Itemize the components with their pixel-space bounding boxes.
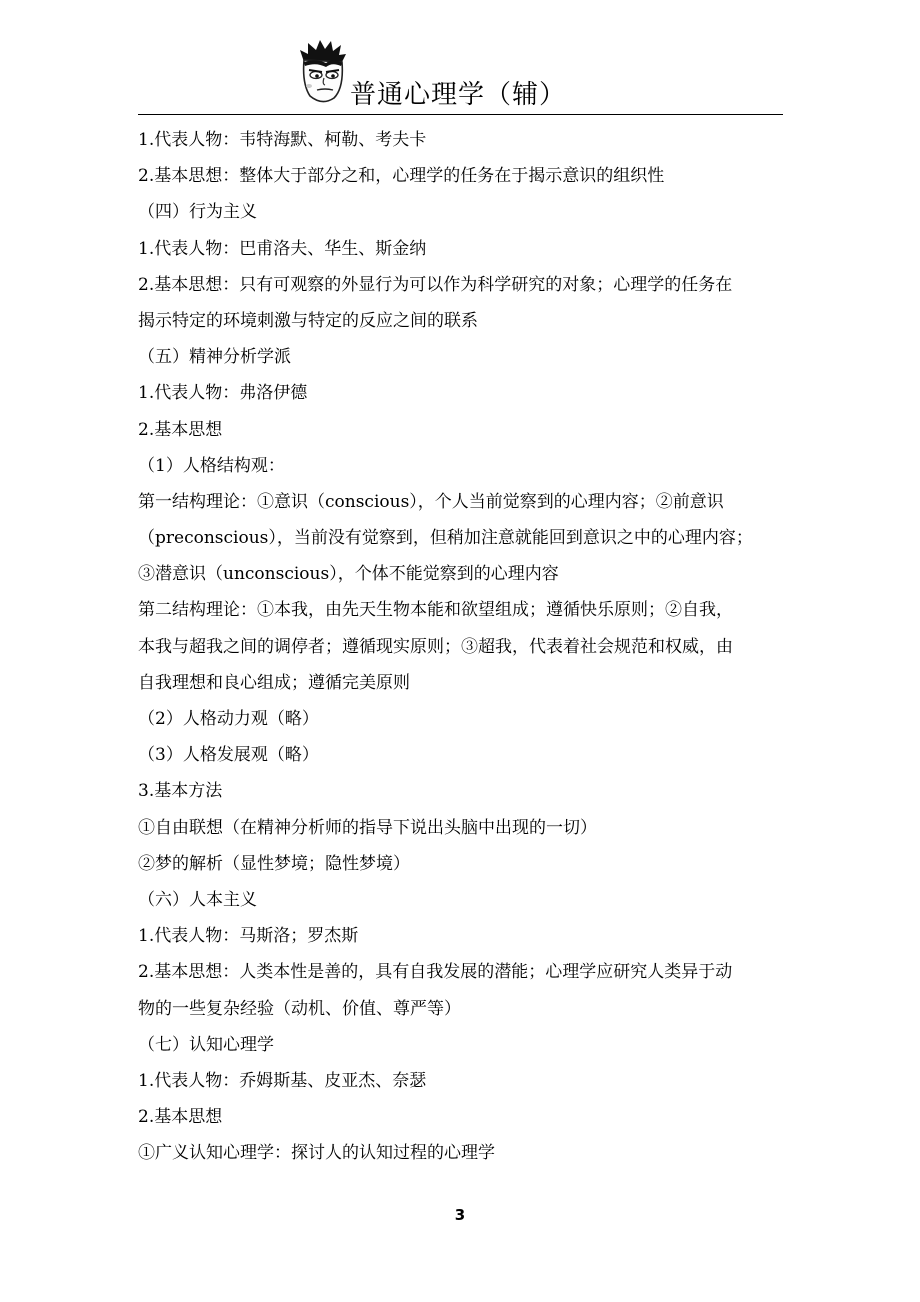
text-line: （preconscious），当前没有觉察到，但稍加注意就能回到意识之中的心理内容； xyxy=(138,528,753,549)
text-line: 第二结构理论：①本我，由先天生物本能和欲望组成；遵循快乐原则；②自我， xyxy=(138,600,733,621)
header-divider xyxy=(138,114,783,115)
document-title: 普通心理学（辅） xyxy=(350,80,567,110)
section-heading: （四）行为主义 xyxy=(138,202,257,223)
text-line: ③潜意识（unconscious），个体不能觉察到的心理内容 xyxy=(138,564,559,585)
text-line: 揭示特定的环境刺激与特定的反应之间的联系 xyxy=(138,310,478,331)
text-line: 2.基本思想：人类本性是善的，具有自我发展的潜能；心理学应研究人类异于动 xyxy=(138,962,733,983)
text-line: 1.代表人物：巴甫洛夫、华生、斯金纳 xyxy=(138,238,427,259)
document-body xyxy=(138,122,788,1171)
text-line: 2.基本思想：只有可观察的外显行为可以作为科学研究的对象；心理学的任务在 xyxy=(138,274,733,295)
page-number: 3 xyxy=(454,1206,466,1224)
cartoon-face-icon xyxy=(296,40,348,106)
text-line: 物的一些复杂经验（动机、价值、尊严等） xyxy=(138,998,461,1019)
text-line: ①自由联想（在精神分析师的指导下说出头脑中出现的一切） xyxy=(138,817,597,838)
text-line: 2.基本思想 xyxy=(138,1107,223,1128)
subsection-heading: （1）人格结构观： xyxy=(138,455,285,476)
text-line: 2.基本思想：整体大于部分之和，心理学的任务在于揭示意识的组织性 xyxy=(138,166,665,187)
text-line: 第一结构理论：①意识（conscious），个人当前觉察到的心理内容；②前意识 xyxy=(138,491,724,512)
text-line: ①广义认知心理学：探讨人的认知过程的心理学 xyxy=(138,1143,495,1164)
text-line: 3.基本方法 xyxy=(138,781,223,802)
text-line: ②梦的解析（显性梦境；隐性梦境） xyxy=(138,853,410,874)
subsection-heading: （2）人格动力观（略） xyxy=(138,709,319,729)
text-line: 自我理想和良心组成；遵循完美原则 xyxy=(138,672,410,693)
text-line: 1.代表人物：韦特海默、柯勒、考夫卡 xyxy=(138,130,427,150)
text-line: 1.代表人物：乔姆斯基、皮亚杰、奈瑟 xyxy=(138,1070,427,1091)
section-heading: （六）人本主义 xyxy=(138,889,257,910)
page-header xyxy=(138,40,783,116)
text-line: 2.基本思想 xyxy=(138,419,223,440)
section-heading: （五）精神分析学派 xyxy=(138,347,291,368)
text-line: 1.代表人物：弗洛伊德 xyxy=(138,383,308,404)
section-heading: （七）认知心理学 xyxy=(138,1034,274,1055)
subsection-heading: （3）人格发展观（略） xyxy=(138,745,319,766)
text-line: 本我与超我之间的调停者；遵循现实原则；③超我，代表着社会规范和权威，由 xyxy=(138,636,733,657)
text-line: 1.代表人物：马斯洛；罗杰斯 xyxy=(138,926,359,947)
